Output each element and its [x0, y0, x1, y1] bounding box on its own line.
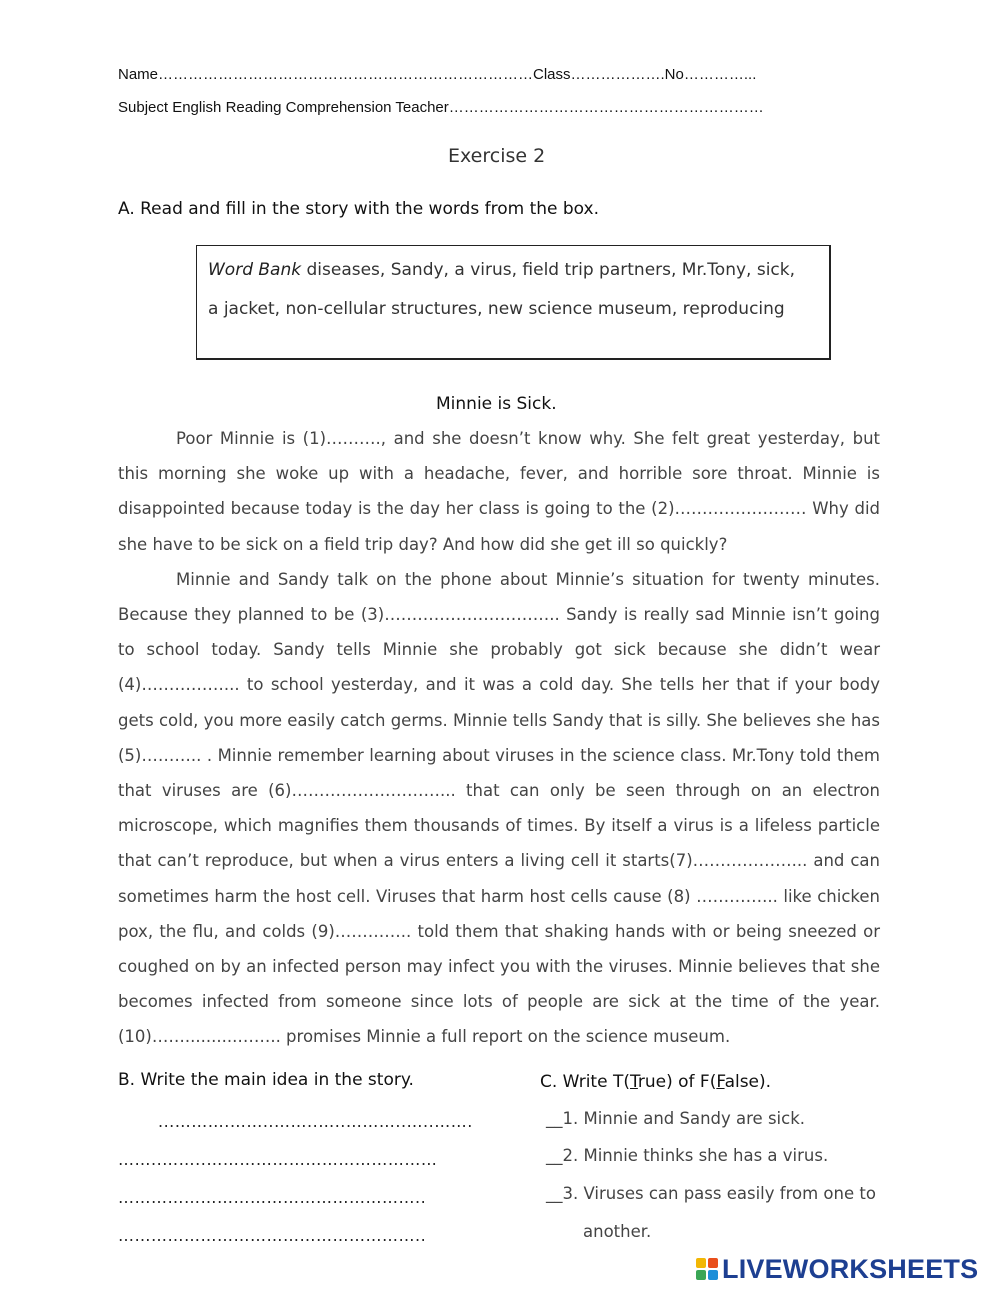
- word-bank-line-2: a jacket, non-cellular structures, new science museum, reproducing: [208, 299, 785, 319]
- true-false-item-1[interactable]: __1. Minnie and Sandy are sick.: [546, 1109, 805, 1128]
- true-false-item-3[interactable]: __3. Viruses can pass easily from one to: [546, 1184, 876, 1203]
- section-a-instruction: A. Read and fill in the story with the words from the box.: [118, 199, 600, 219]
- story-text: [118, 421, 880, 1055]
- name-class-line: Name…………………………………………………………………Class……………….No…………...: [118, 66, 757, 83]
- section-c-instruction: C. Write T(True) of F(False).: [540, 1072, 772, 1092]
- story-paragraph-1: Poor Minnie is (1)………., and she doesn’t know why. She felt great yesterday, but this morning she woke up with a headache, fever, and horrible sore throat. Minnie is disappointed because today is the day her class is going to the (2)…………………… Why did she have to be sick on a field trip day? And how did she get ill so quickly?: [118, 429, 880, 554]
- true-false-item-2[interactable]: __2. Minnie thinks she has a virus.: [546, 1146, 829, 1165]
- subject-teacher-line: Subject English Reading Comprehension Teacher………………………………………………………: [118, 99, 764, 116]
- answer-line-4[interactable]: ………………………………………………..: [118, 1226, 427, 1245]
- story-title: Minnie is Sick.: [436, 394, 557, 414]
- answer-line-2[interactable]: ……..……..……………………………………: [118, 1150, 438, 1169]
- liveworksheets-logo-icon: [696, 1258, 718, 1280]
- word-bank-words-1: diseases, Sandy, a virus, field trip partners, Mr.Tony, sick,: [301, 260, 796, 280]
- word-bank-line-1: [208, 260, 795, 280]
- true-false-item-3-continued: another.: [583, 1222, 652, 1241]
- word-bank-label: Word Bank: [208, 260, 302, 280]
- answer-line-1[interactable]: ...……….……..……..…..………..…..…….: [158, 1112, 473, 1131]
- story-paragraph-2: Minnie and Sandy talk on the phone about Minnie’s situation for twenty minutes. Because they planned to be (3)………………………….. Sandy is really sad Minnie isn’t going to school today. Sandy tells Minnie she probably got sick because she didn’t wear (4)……………... to school yesterday, and it was a cold day. She tells her that if your body gets cold, you more easily catch germs. Minnie tells Sandy that is silly. She believes she has (5)……….. . Minnie remember learning about viruses in the science class. Mr.Tony told them that viruses are (6)………………………... that can only be seen through on an electron microscope, which magnifies them thousands of times. By itself a virus is a lifeless particle that can’t reproduce, but when a virus enters a living cell it starts(7)………………... and can sometimes harm the host cell. Viruses that harm host cells cause (8) …………... like chicken pox, the flu, and colds (9)………….. told them that shaking hands with or being sneezed or coughed on by an infected person may infect you with the viruses. Minnie believes that she becomes infected from someone since lots of people are sick at the time of the year. (10)……..........…….. promises Minnie a full report on the science museum.: [118, 569, 880, 1047]
- liveworksheets-logo-text: LIVEWORKSHEETS: [722, 1253, 979, 1284]
- page-title: Exercise 2: [448, 145, 546, 167]
- word-bank-box: [196, 245, 831, 360]
- liveworksheets-logo: [696, 1254, 978, 1284]
- section-b-instruction: B. Write the main idea in the story.: [118, 1070, 414, 1090]
- answer-line-3[interactable]: ………………………………………………..: [118, 1188, 427, 1207]
